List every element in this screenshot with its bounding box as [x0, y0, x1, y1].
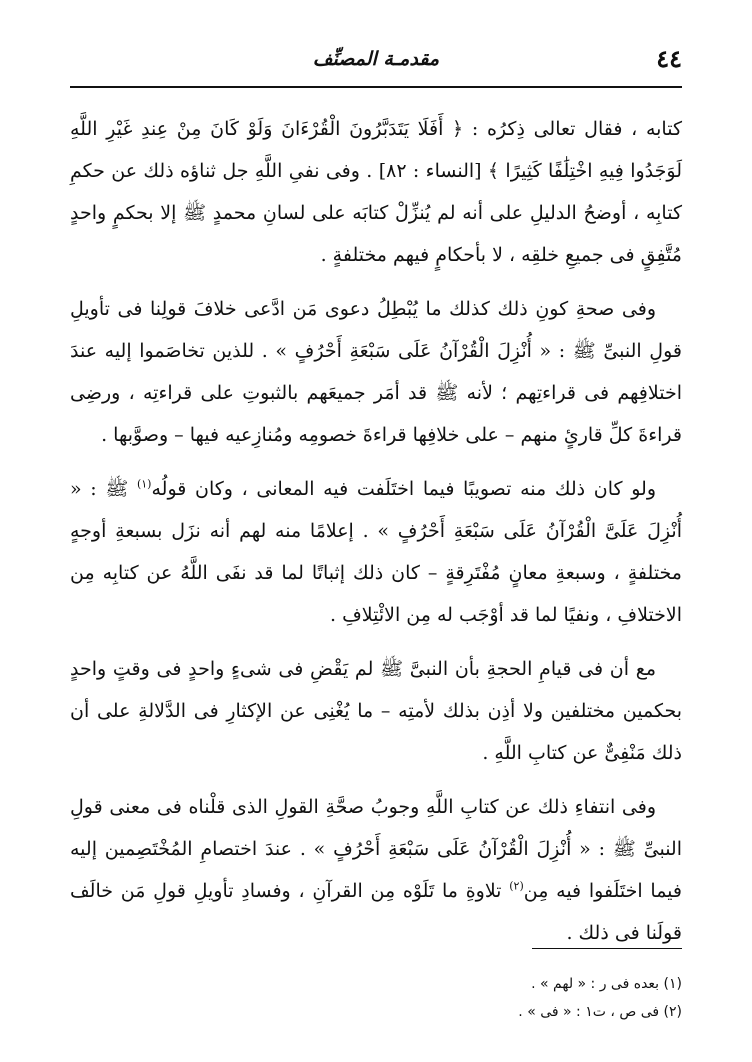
- paragraph-2: [70, 288, 682, 456]
- page-number: ٤٤: [656, 44, 682, 73]
- paragraph-text: تلاوةِ ما تَلَوْه مِن القرآنِ ، وفسادِ تأويلِ قولِ مَن خالَف قولَنا فى ذلك .: [70, 880, 682, 944]
- paragraph-1: [70, 108, 682, 276]
- paragraph-3: [70, 468, 682, 636]
- paragraph-text: ولو كان ذلك منه تصويبًا فيما اختَلَفت فيه المعانى ، وكان قولُه: [151, 478, 656, 500]
- paragraph-text: وفى انتفاءِ ذلك عن كتابِ اللَّهِ وجوبُ صحَّةِ القولِ الذى قلْناه فى معنى قولِ النبىِّ ﷺ : « أُنْزِلَ الْقُرْآنُ عَلَى سَبْعَةِ أَحْرُفٍ » . عندَ اختصامِ المُخْتَصِمين إليه فيما اختَلَفوا فيه مِن: [70, 796, 682, 902]
- main-text: [70, 108, 682, 966]
- header-rule: [70, 86, 682, 88]
- footnote-2: (٢) فى ص ، ت١ : « فى » .: [518, 1004, 682, 1020]
- paragraph-4: [70, 648, 682, 774]
- footnote-rule: [532, 948, 682, 949]
- footnotes: [70, 970, 682, 1026]
- running-title: مقدمـة المصنِّف: [312, 48, 440, 70]
- paragraph-5: [70, 786, 682, 954]
- paragraph-text: كتابه ، فقال تعالى ذِكرُه : ﴿ أَفَلَا يَتَدَبَّرُونَ الْقُرْءَانَ وَلَوْ كَانَ مِنْ عِندِ غَيْرِ اللَّهِ لَوَجَدُوا فِيهِ اخْتِلَٰفًا كَثِيرًا ﴾ [النساء : ٨٢] . وفى نفىِ اللَّهِ جل ثناؤه ذلك عن حكمِ كتابِه ، أوضحُ الدليلِ على أنه لم يُنزِّلْ كتابَه على لسانِ محمدٍ ﷺ إلا بحكمٍ واحدٍ مُتَّفِقٍ فى جميعِ خلقِه ، لا بأحكامٍ فيهم مختلفةٍ .: [70, 118, 683, 266]
- paragraph-text: ﷺ : « أُنْزِلَ عَلَىَّ الْقُرْآنُ عَلَى سَبْعَةِ أَحْرُفٍ » . إعلامًا منه لهم أنه نزَل بسبعةِ أوجهٍ مختلفةٍ ، وسبعةِ معانٍ مُفْتَرِقةٍ – كان ذلك إثباتًا لما قد نفَى اللَّهُ عن كتابِه مِن الاختلافِ ، ونفيًا لما قد أوْجَب له مِن الائْتِلافِ .: [70, 478, 682, 626]
- page-header: [70, 44, 682, 84]
- footnote-marker-2: (٢): [509, 879, 524, 893]
- paragraph-text: وفى صحةِ كونِ ذلك كذلك ما يُبْطِلُ دعوى مَن ادَّعى خلافَ قولِنا فى تأويلِ قولِ النبىِّ ﷺ : « أُنْزِلَ الْقُرْآنُ عَلَى سَبْعَةِ أَحْرُفٍ » . للذين تخاصَموا إليه عندَ اختلافِهم فى قراءتِهم ؛ لأنه ﷺ قد أمَر جميعَهم بالثبوتِ على قراءتِه ، ورضِى قراءةَ كلِّ قارئٍ منهم – على خلافِها قراءةَ خصومِه ومُنازِعيه فيها – وصوَّبها .: [70, 298, 682, 446]
- paragraph-text: مع أن فى قيامِ الحجةِ بأن النبىَّ ﷺ لم يَقْضِ فى شىءٍ واحدٍ فى وقتٍ واحدٍ بحكمين مختلفين ولا أذِن بذلك لأمتِه – ما يُغْنِى عن الإكثارِ فى الدَّلالةِ على أن ذلك مَنْفِىٌّ عن كتابِ اللَّهِ .: [70, 658, 682, 764]
- footnote-marker-1: (١): [136, 477, 152, 491]
- footnote-1: (١) بعده فى ر : « لهم » .: [531, 976, 682, 992]
